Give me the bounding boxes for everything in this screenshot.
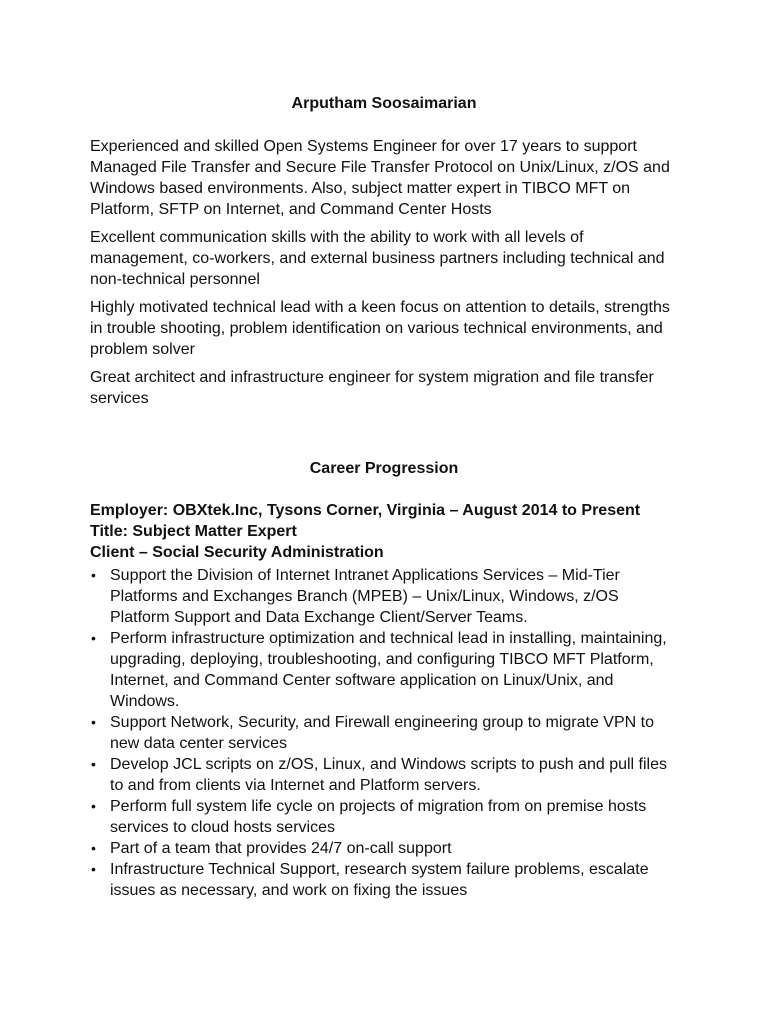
summary-paragraph: Great architect and infrastructure engineer for system migration and file transfer services (90, 369, 654, 407)
duty-text: Develop JCL scripts on z/OS, Linux, and Windows scripts to push and pull files to and from clients via Internet and Platform servers. (110, 756, 667, 794)
bullet-icon: • (91, 798, 96, 814)
duty-text: Perform full system life cycle on projects of migration from on premise hosts services to cloud hosts services (110, 798, 647, 836)
duty-text: Perform infrastructure optimization and technical lead in installing, maintaining, upgrading, deploying, troubleshooting, and configuring TIBCO MFT Platform, Internet, and Command Center software application on Linux/Unix, and Windows. (110, 630, 667, 710)
duty-item (90, 565, 678, 628)
bullet-icon: • (91, 567, 96, 583)
duty-text: Part of a team that provides 24/7 on-call support (110, 840, 452, 857)
bullet-icon: • (91, 630, 96, 646)
summary-paragraph: Experienced and skilled Open Systems Engineer for over 17 years to support Managed File Transfer and Secure File Transfer Protocol on Unix/Linux, z/OS and Windows based environments. Also, subject matter expert in TIBCO MFT on Platform, SFTP on Internet, and Command Center Hosts (90, 138, 670, 218)
bullet-icon: • (91, 840, 96, 856)
employer-line: Employer: OBXtek.Inc, Tysons Corner, Virginia – August 2014 to Present (90, 502, 641, 519)
duty-text: Support the Division of Internet Intranet Applications Services – Mid-Tier Platforms and Exchanges Branch (MPEB) – Unix/Linux, Windows, z/OS Platform Support and Data Exchange Client/Server Teams. (110, 567, 620, 626)
bullet-icon: • (91, 714, 96, 730)
summary-paragraph: Highly motivated technical lead with a keen focus on attention to details, strengths in trouble shooting, problem identification on various technical environments, and problem solver (90, 299, 670, 358)
duties-list (90, 565, 678, 901)
duty-item (90, 796, 678, 838)
duty-item (90, 628, 678, 712)
job-title-line: Title: Subject Matter Expert (90, 523, 297, 540)
duty-item (90, 859, 678, 901)
duty-text: Support Network, Security, and Firewall engineering group to migrate VPN to new data center services (110, 714, 654, 752)
duty-item (90, 838, 678, 859)
client-line: Client – Social Security Administration (90, 544, 384, 561)
career-progression-heading: Career Progression (309, 460, 459, 477)
summary-section (90, 136, 678, 416)
duty-text: Infrastructure Technical Support, research system failure problems, escalate issues as necessary, and work on fixing the issues (110, 861, 649, 899)
duty-item (90, 712, 678, 754)
duty-item (90, 754, 678, 796)
candidate-name: Arputham Soosaimarian (291, 95, 477, 112)
bullet-icon: • (91, 756, 96, 772)
summary-paragraph: Excellent communication skills with the ability to work with all levels of management, co-workers, and external business partners including technical and non-technical personnel (90, 229, 665, 288)
employment-entry (90, 500, 678, 901)
bullet-icon: • (91, 861, 96, 877)
